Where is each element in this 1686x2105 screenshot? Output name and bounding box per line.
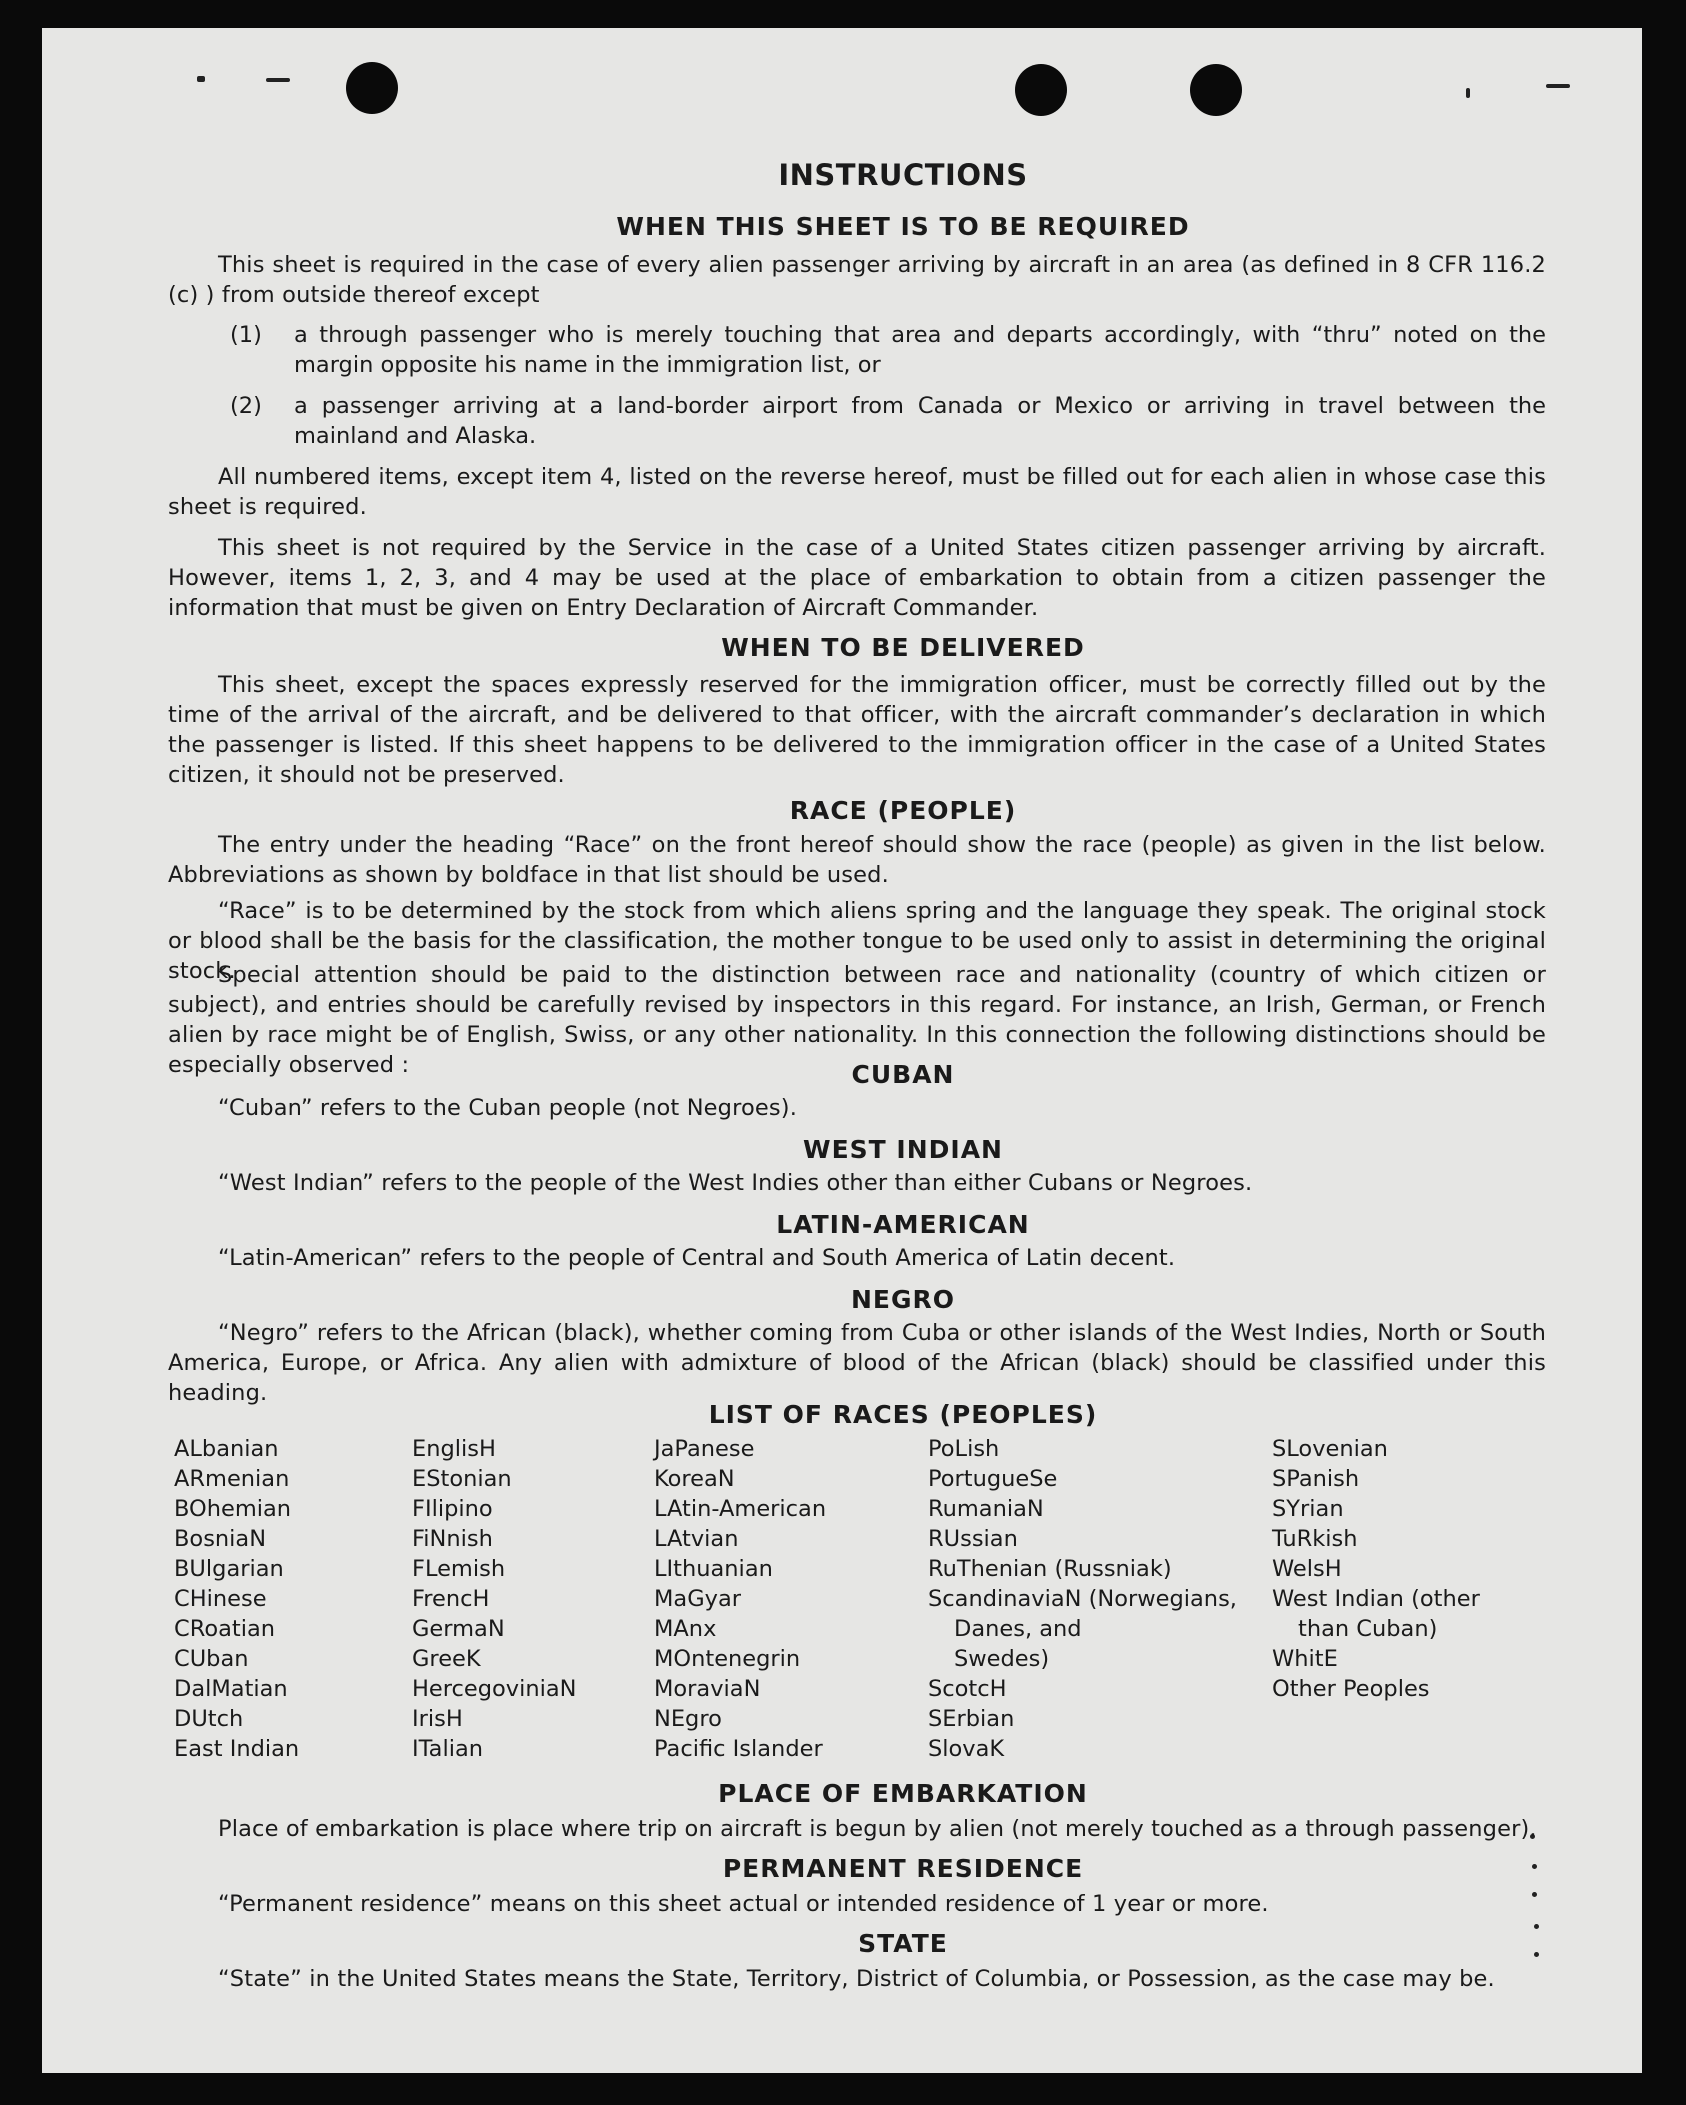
permanent-residence-text: “Permanent residence” means on this sheet actual or intended residence of 1 year or more. bbox=[218, 1891, 1269, 1917]
when-required-para-3: This sheet is not required by the Service in the case of a United States citizen passenger arriving by aircraft. However, items 1, 2, 3, and 4 may be used at the place of embarkation to obtain from a citizen passenger the information that must be given on Entry Declaration of Aircraft Commander. bbox=[168, 535, 1546, 621]
heading-negro: NEGRO bbox=[850, 1285, 956, 1314]
race-entry: CRoatian bbox=[174, 1616, 276, 1642]
scan-speck bbox=[1546, 84, 1570, 88]
heading-latin-american: LATIN-AMERICAN bbox=[776, 1210, 1030, 1239]
race-entry: TuRkish bbox=[1272, 1526, 1358, 1552]
race-entry: LAtvian bbox=[654, 1526, 739, 1552]
race-entry: East Indian bbox=[174, 1736, 300, 1762]
when-delivered-text: This sheet, except the spaces expressly reserved for the immigration officer, must be correctly filled out by the time of the arrival of the aircraft, and be delivered to that officer, with the aircraft commander’s declaration in which the passenger is listed. If this sheet happens to be delivered to the immigration officer in the case of a United States citizen, it should not be preserved. bbox=[168, 672, 1546, 788]
race-entry: FrencH bbox=[412, 1586, 490, 1612]
race-entry: Danes, and bbox=[954, 1616, 1082, 1642]
race-para-2: “Race” is to be determined by the stock from which aliens spring and the language they speak. The original stock or blood shall be the basis for the classification, the mother tongue to be used only to assist in determining the original stock. bbox=[168, 898, 1546, 984]
exception-item-2-text: a passenger arriving at a land-border airport from Canada or Mexico or arriving in travel between the mainland and Alaska. bbox=[294, 393, 1546, 449]
scan-speck bbox=[1466, 88, 1470, 98]
race-entry: SLovenian bbox=[1272, 1436, 1388, 1462]
scan-speck bbox=[266, 78, 290, 82]
exception-item-1 bbox=[230, 320, 1546, 380]
heading-list-of-races: LIST OF RACES (PEOPLES) bbox=[708, 1400, 1098, 1429]
heading-when-required: WHEN THIS SHEET IS TO BE REQUIRED bbox=[616, 212, 1190, 241]
race-entry: RUssian bbox=[928, 1526, 1018, 1552]
race-entry: JaPanese bbox=[654, 1436, 755, 1462]
exception-item-1-number: (1) bbox=[230, 322, 262, 348]
heading-place-of-embarkation: PLACE OF EMBARKATION bbox=[718, 1779, 1088, 1808]
race-entry: IrisH bbox=[412, 1706, 463, 1732]
race-entry: SlovaK bbox=[928, 1736, 1005, 1762]
race-entry: ARmenian bbox=[174, 1466, 290, 1492]
race-entry: WelsH bbox=[1272, 1556, 1342, 1582]
race-entry: LAtin-American bbox=[654, 1496, 827, 1522]
heading-race: RACE (PEOPLE) bbox=[789, 796, 1017, 825]
negro-text: “Negro” refers to the African (black), whether coming from Cuba or other islands of the West Indies, North or South America, Europe, or Africa. Any alien with admixture of blood of the African (black) should be classified under this heading. bbox=[168, 1320, 1546, 1406]
west-indian-text: “West Indian” refers to the people of the West Indies other than either Cubans or Negroes. bbox=[218, 1170, 1253, 1196]
race-entry: CUban bbox=[174, 1646, 249, 1672]
race-entry: MoraviaN bbox=[654, 1676, 761, 1702]
race-entry: EnglisH bbox=[412, 1436, 496, 1462]
race-entry: than Cuban) bbox=[1298, 1616, 1438, 1642]
race-entry: EStonian bbox=[412, 1466, 512, 1492]
state-text: “State” in the United States means the State, Territory, District of Columbia, or Possession, as the case may be. bbox=[218, 1966, 1495, 1992]
race-column-5 bbox=[1272, 1434, 1480, 1704]
race-entry: FiNnish bbox=[412, 1526, 493, 1552]
punch-hole bbox=[1190, 64, 1242, 116]
race-entry: NEgro bbox=[654, 1706, 722, 1732]
heading-west-indian: WEST INDIAN bbox=[803, 1135, 1003, 1164]
race-entry: MOntenegrin bbox=[654, 1646, 801, 1672]
race-entry: HercegoviniaN bbox=[412, 1676, 577, 1702]
race-entry: BOhemian bbox=[174, 1496, 292, 1522]
exception-item-1-text: a through passenger who is merely touching that area and departs accordingly, with “thru” noted on the margin opposite his name in the immigration list, or bbox=[294, 322, 1546, 378]
race-entry: ALbanian bbox=[174, 1436, 279, 1462]
race-entry: ITalian bbox=[412, 1736, 483, 1762]
race-entry: GreeK bbox=[412, 1646, 481, 1672]
race-entry: MAnx bbox=[654, 1616, 717, 1642]
race-column-1 bbox=[174, 1434, 299, 1764]
punch-hole bbox=[346, 62, 398, 114]
race-entry: West Indian (other bbox=[1272, 1586, 1480, 1612]
race-entry: LIthuanian bbox=[654, 1556, 773, 1582]
race-column-4 bbox=[928, 1434, 1237, 1764]
place-of-embarkation-text: Place of embarkation is place where trip on aircraft is begun by alien (not merely touched as a through passenger). bbox=[218, 1816, 1537, 1842]
page-title: INSTRUCTIONS bbox=[778, 158, 1028, 192]
race-entry: WhitE bbox=[1272, 1646, 1338, 1672]
race-column-2 bbox=[412, 1434, 576, 1764]
when-required-para-2: All numbered items, except item 4, listed on the reverse hereof, must be filled out for each alien in whose case this sheet is required. bbox=[168, 464, 1546, 520]
race-column-3 bbox=[654, 1434, 826, 1764]
race-entry: FLemish bbox=[412, 1556, 506, 1582]
race-entry: RumaniaN bbox=[928, 1496, 1044, 1522]
heading-cuban: CUBAN bbox=[851, 1060, 955, 1089]
race-entry: Other Peoples bbox=[1272, 1676, 1430, 1702]
heading-permanent-residence: PERMANENT RESIDENCE bbox=[722, 1854, 1084, 1883]
race-entry: SPanish bbox=[1272, 1466, 1360, 1492]
race-entry: SErbian bbox=[928, 1706, 1015, 1732]
race-entry: CHinese bbox=[174, 1586, 267, 1612]
race-entry: PortugueSe bbox=[928, 1466, 1058, 1492]
race-entry: KoreaN bbox=[654, 1466, 735, 1492]
exception-item-2 bbox=[230, 391, 1546, 451]
race-entry: BosniaN bbox=[174, 1526, 267, 1552]
race-entry: DalMatian bbox=[174, 1676, 288, 1702]
race-entry: ScandinaviaN (Norwegians, bbox=[928, 1586, 1237, 1612]
race-entry: DUtch bbox=[174, 1706, 244, 1732]
scan-speck bbox=[197, 76, 205, 82]
race-entry: PoLish bbox=[928, 1436, 1000, 1462]
heading-when-delivered: WHEN TO BE DELIVERED bbox=[721, 633, 1085, 662]
race-para-1: The entry under the heading “Race” on the front hereof should show the race (people) as given in the list below. Abbreviations as shown by boldface in that list should be used. bbox=[168, 832, 1546, 888]
cuban-text: “Cuban” refers to the Cuban people (not Negroes). bbox=[218, 1095, 798, 1121]
document-sheet bbox=[42, 28, 1642, 2073]
race-entry: BUlgarian bbox=[174, 1556, 284, 1582]
punch-hole bbox=[1015, 64, 1067, 116]
race-entry: ScotcH bbox=[928, 1676, 1007, 1702]
when-required-intro: This sheet is required in the case of every alien passenger arriving by aircraft in an area (as defined in 8 CFR 116.2 (c) ) from outside thereof except bbox=[168, 252, 1546, 308]
exception-item-2-number: (2) bbox=[230, 393, 262, 419]
race-entry: SYrian bbox=[1272, 1496, 1344, 1522]
race-para-3: Special attention should be paid to the distinction between race and nationality (country of which citizen or subject), and entries should be carefully revised by inspectors in this regard. For instance, an Irish, German, or French alien by race might be of English, Swiss, or any other nationality. In this connection the following distinctions should be especially observed : bbox=[168, 962, 1546, 1078]
race-entry: Swedes) bbox=[954, 1646, 1050, 1672]
race-entry: FIlipino bbox=[412, 1496, 493, 1522]
heading-state: STATE bbox=[858, 1929, 948, 1958]
race-entry: RuThenian (Russniak) bbox=[928, 1556, 1172, 1582]
latin-american-text: “Latin-American” refers to the people of Central and South America of Latin decent. bbox=[218, 1245, 1176, 1271]
race-entry: Pacific Islander bbox=[654, 1736, 823, 1762]
race-entry: MaGyar bbox=[654, 1586, 741, 1612]
race-entry: GermaN bbox=[412, 1616, 505, 1642]
